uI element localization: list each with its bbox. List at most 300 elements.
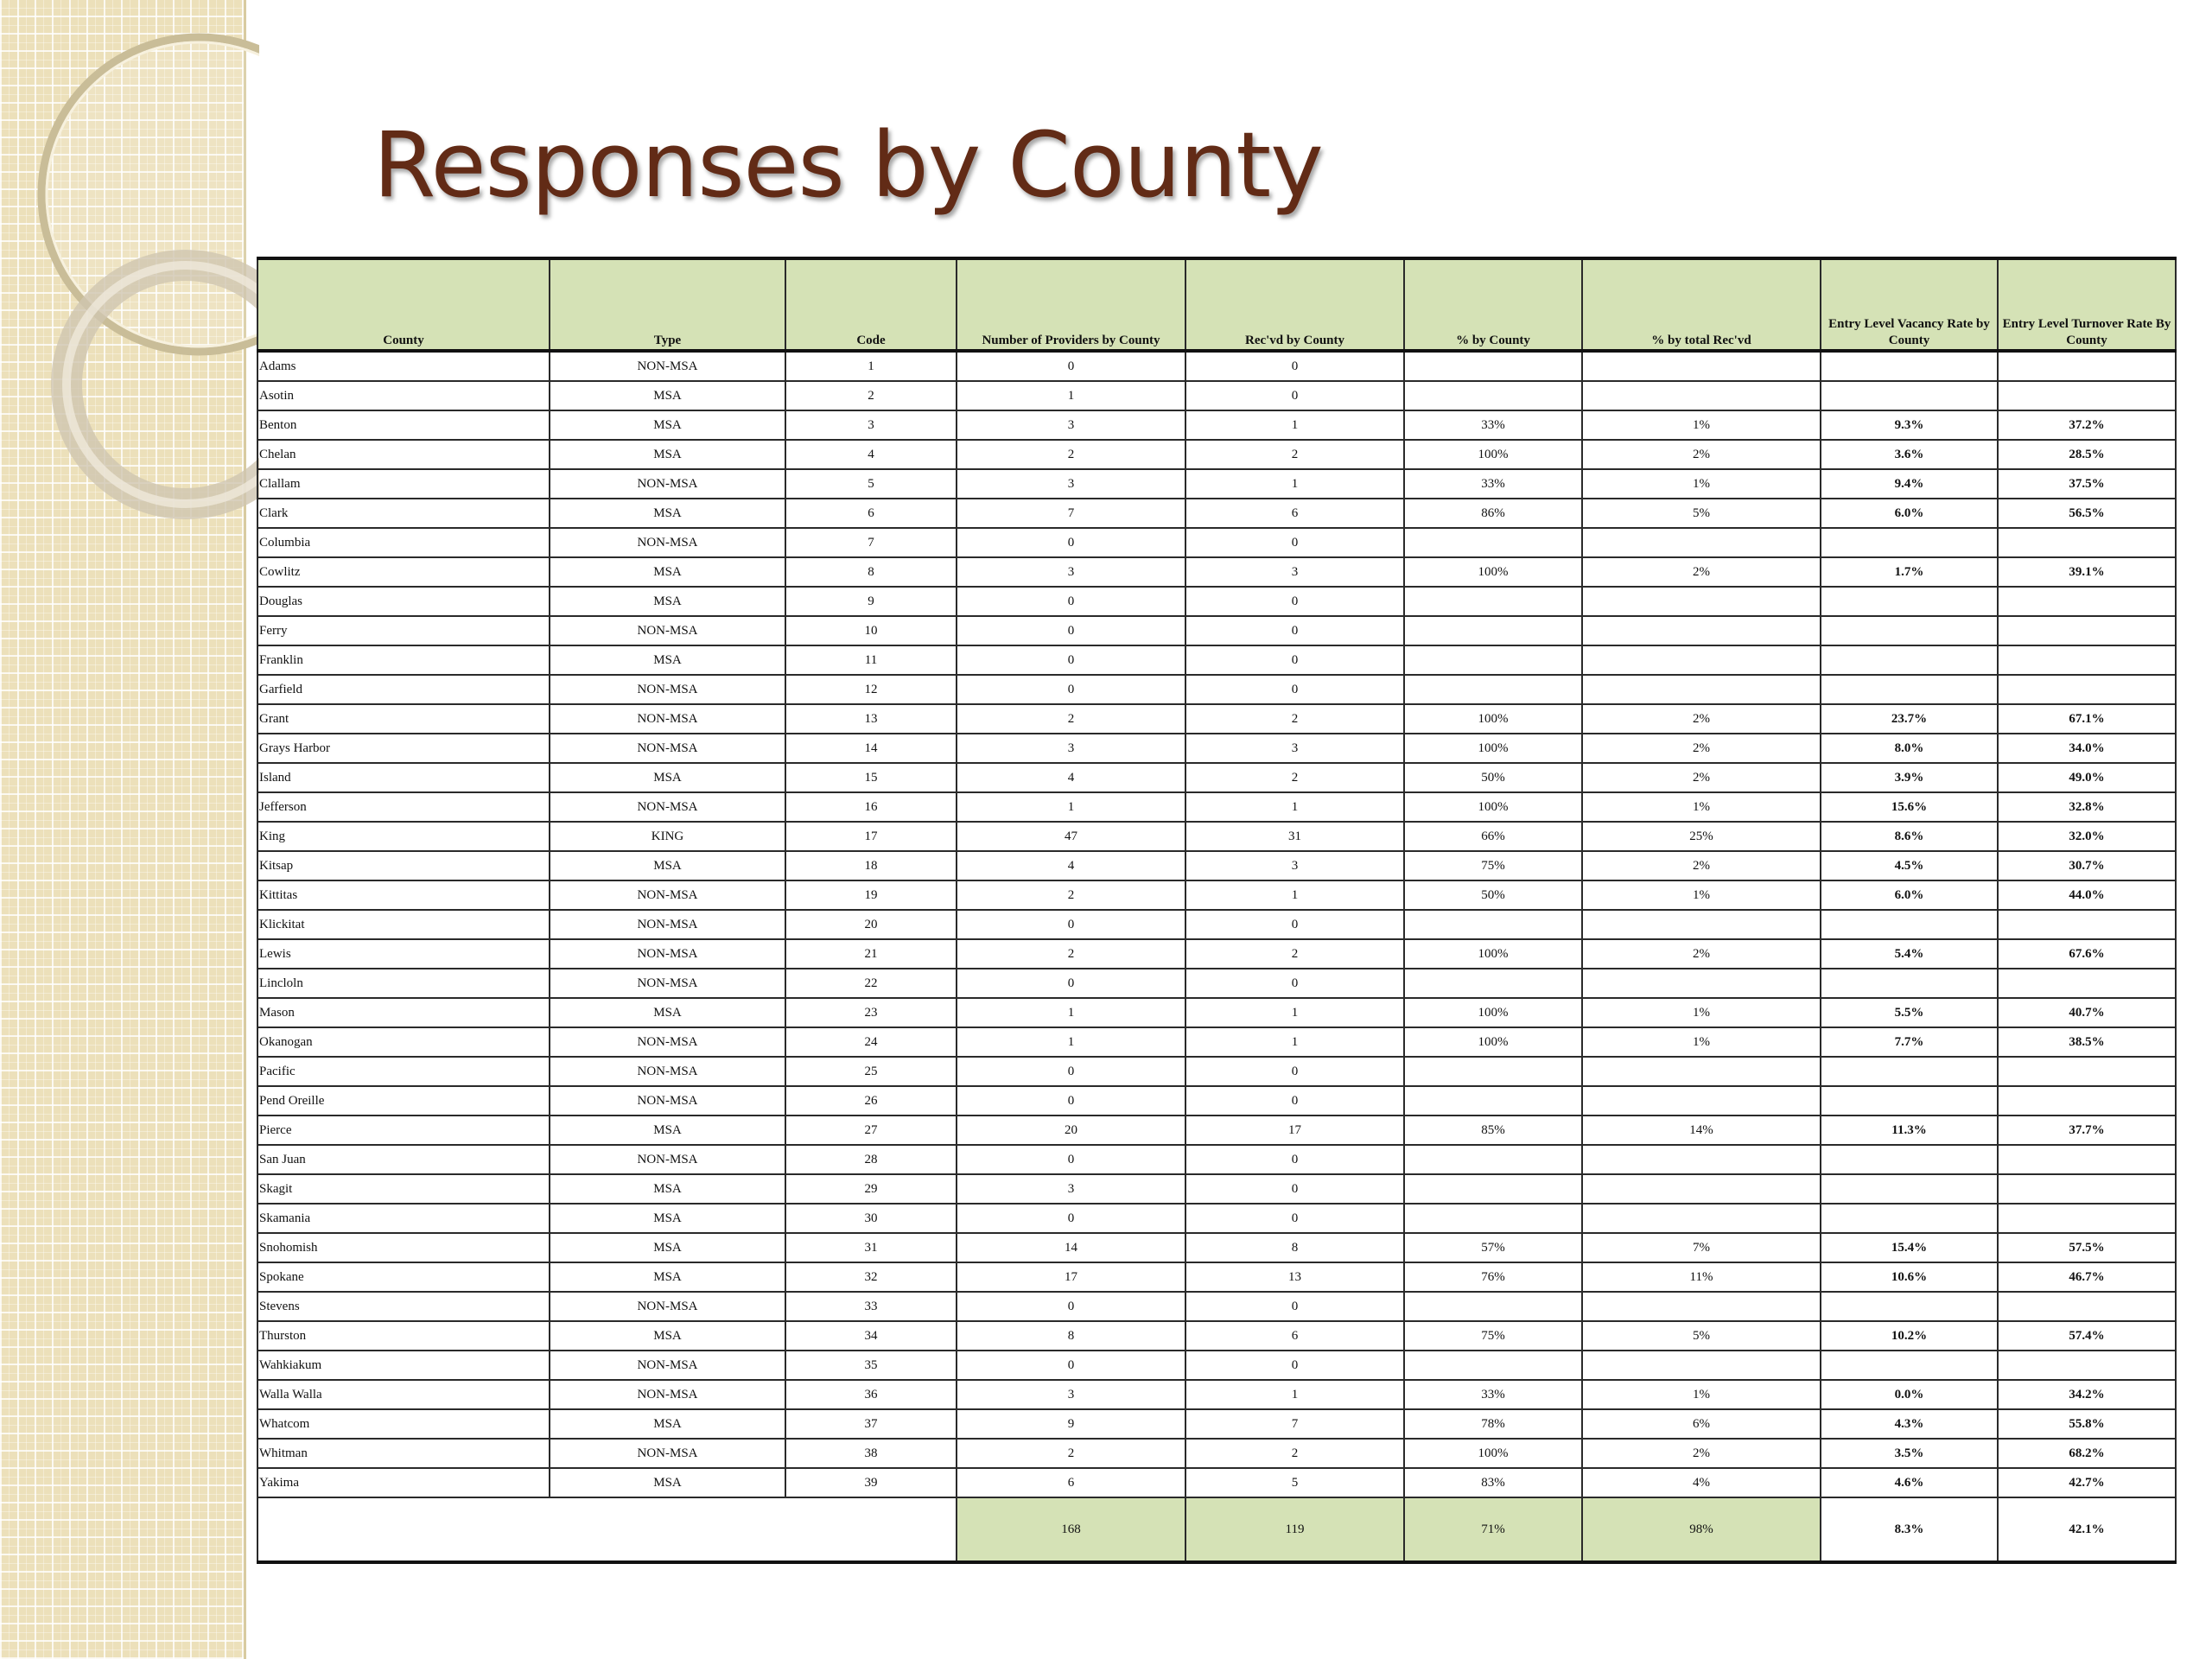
cell-providers: 0 (957, 969, 1185, 998)
cell-pct-by-county (1404, 969, 1582, 998)
cell-pct-by-county: 83% (1404, 1468, 1582, 1497)
cell-county: Douglas (257, 587, 550, 616)
cell-code: 22 (785, 969, 957, 998)
cell-providers: 14 (957, 1233, 1185, 1262)
cell-turnover-rate (1998, 351, 2176, 381)
cell-vacancy-rate: 3.6% (1821, 440, 1998, 469)
cell-received: 0 (1185, 1057, 1404, 1086)
cell-code: 1 (785, 351, 957, 381)
cell-pct-by-total: 2% (1582, 939, 1821, 969)
cell-vacancy-rate: 15.6% (1821, 792, 1998, 822)
cell-turnover-rate: 57.5% (1998, 1233, 2176, 1262)
cell-code: 26 (785, 1086, 957, 1116)
cell-county: Clallam (257, 469, 550, 499)
table-row (257, 528, 2176, 557)
cell-providers: 0 (957, 1292, 1185, 1321)
table-row (257, 675, 2176, 704)
cell-turnover-rate (1998, 616, 2176, 645)
cell-turnover-rate: 30.7% (1998, 851, 2176, 880)
cell-providers: 0 (957, 1204, 1185, 1233)
cell-vacancy-rate: 4.3% (1821, 1409, 1998, 1439)
cell-county: Clark (257, 499, 550, 528)
cell-county: Kitsap (257, 851, 550, 880)
cell-pct-by-county (1404, 675, 1582, 704)
cell-pct-by-total: 2% (1582, 851, 1821, 880)
cell-providers: 8 (957, 1321, 1185, 1351)
cell-pct-by-county (1404, 1204, 1582, 1233)
table-row (257, 469, 2176, 499)
cell-providers: 0 (957, 1086, 1185, 1116)
cell-code: 6 (785, 499, 957, 528)
cell-pct-by-total: 25% (1582, 822, 1821, 851)
cell-received: 3 (1185, 734, 1404, 763)
cell-code: 16 (785, 792, 957, 822)
cell-received: 0 (1185, 1145, 1404, 1174)
cell-county: Whitman (257, 1439, 550, 1468)
totals-row (257, 1497, 2176, 1562)
total-received: 119 (1185, 1497, 1404, 1562)
table-row (257, 410, 2176, 440)
cell-code: 36 (785, 1380, 957, 1409)
cell-pct-by-total: 11% (1582, 1262, 1821, 1292)
cell-pct-by-total (1582, 1174, 1821, 1204)
cell-providers: 2 (957, 880, 1185, 910)
cell-county: Grant (257, 704, 550, 734)
cell-received: 1 (1185, 1380, 1404, 1409)
cell-pct-by-county: 100% (1404, 734, 1582, 763)
cell-pct-by-county: 75% (1404, 851, 1582, 880)
cell-county: Mason (257, 998, 550, 1027)
cell-providers: 0 (957, 1057, 1185, 1086)
cell-code: 35 (785, 1351, 957, 1380)
cell-code: 2 (785, 381, 957, 410)
cell-pct-by-total (1582, 1057, 1821, 1086)
cell-code: 32 (785, 1262, 957, 1292)
cell-received: 1 (1185, 792, 1404, 822)
cell-pct-by-total: 2% (1582, 734, 1821, 763)
cell-turnover-rate (1998, 1292, 2176, 1321)
cell-vacancy-rate: 8.6% (1821, 822, 1998, 851)
cell-type: MSA (550, 1116, 785, 1145)
cell-turnover-rate: 57.4% (1998, 1321, 2176, 1351)
cell-type: NON-MSA (550, 351, 785, 381)
cell-turnover-rate (1998, 910, 2176, 939)
cell-received: 0 (1185, 587, 1404, 616)
cell-type: MSA (550, 763, 785, 792)
cell-county: Stevens (257, 1292, 550, 1321)
cell-pct-by-county: 100% (1404, 557, 1582, 587)
table-row (257, 1292, 2176, 1321)
cell-received: 0 (1185, 528, 1404, 557)
cell-type: NON-MSA (550, 1351, 785, 1380)
cell-received: 1 (1185, 469, 1404, 499)
cell-pct-by-total (1582, 1145, 1821, 1174)
cell-pct-by-county: 100% (1404, 1027, 1582, 1057)
cell-received: 2 (1185, 763, 1404, 792)
cell-received: 1 (1185, 880, 1404, 910)
cell-turnover-rate (1998, 645, 2176, 675)
cell-turnover-rate: 44.0% (1998, 880, 2176, 910)
cell-county: Whatcom (257, 1409, 550, 1439)
cell-county: Snohomish (257, 1233, 550, 1262)
cell-type: NON-MSA (550, 1057, 785, 1086)
cell-providers: 2 (957, 939, 1185, 969)
cell-pct-by-county (1404, 381, 1582, 410)
cell-providers: 2 (957, 440, 1185, 469)
cell-turnover-rate: 56.5% (1998, 499, 2176, 528)
total-pct-by-county: 71% (1404, 1497, 1582, 1562)
table-row (257, 587, 2176, 616)
cell-pct-by-county: 33% (1404, 410, 1582, 440)
cell-pct-by-total: 4% (1582, 1468, 1821, 1497)
cell-type: MSA (550, 1204, 785, 1233)
cell-received: 1 (1185, 1027, 1404, 1057)
cell-providers: 0 (957, 616, 1185, 645)
cell-county: Pierce (257, 1116, 550, 1145)
cell-pct-by-county: 100% (1404, 1439, 1582, 1468)
cell-pct-by-county: 57% (1404, 1233, 1582, 1262)
cell-vacancy-rate: 6.0% (1821, 880, 1998, 910)
cell-type: NON-MSA (550, 1086, 785, 1116)
header-turnover-rate: Entry Level Turnover Rate By County (1998, 258, 2176, 351)
cell-pct-by-total (1582, 675, 1821, 704)
cell-turnover-rate: 37.2% (1998, 410, 2176, 440)
cell-county: Benton (257, 410, 550, 440)
cell-county: Cowlitz (257, 557, 550, 587)
table-row (257, 1174, 2176, 1204)
cell-type: NON-MSA (550, 939, 785, 969)
cell-county: Adams (257, 351, 550, 381)
cell-turnover-rate: 37.5% (1998, 469, 2176, 499)
header-pct-by-total: % by total Rec'vd (1582, 258, 1821, 351)
cell-turnover-rate: 67.6% (1998, 939, 2176, 969)
cell-received: 2 (1185, 1439, 1404, 1468)
cell-county: Pend Oreille (257, 1086, 550, 1116)
cell-received: 17 (1185, 1116, 1404, 1145)
cell-turnover-rate (1998, 1174, 2176, 1204)
cell-received: 0 (1185, 351, 1404, 381)
cell-received: 3 (1185, 557, 1404, 587)
table-row (257, 763, 2176, 792)
cell-county: Ferry (257, 616, 550, 645)
cell-vacancy-rate: 23.7% (1821, 704, 1998, 734)
cell-pct-by-county: 50% (1404, 880, 1582, 910)
cell-pct-by-county: 76% (1404, 1262, 1582, 1292)
cell-vacancy-rate: 3.5% (1821, 1439, 1998, 1468)
large-ring (41, 37, 259, 352)
cell-code: 30 (785, 1204, 957, 1233)
table-row (257, 880, 2176, 910)
cell-pct-by-total (1582, 351, 1821, 381)
cell-pct-by-total (1582, 645, 1821, 675)
cell-providers: 9 (957, 1409, 1185, 1439)
cell-received: 6 (1185, 499, 1404, 528)
cell-code: 29 (785, 1174, 957, 1204)
cell-type: NON-MSA (550, 616, 785, 645)
cell-providers: 0 (957, 675, 1185, 704)
cell-pct-by-county (1404, 528, 1582, 557)
cell-vacancy-rate: 10.2% (1821, 1321, 1998, 1351)
cell-providers: 2 (957, 704, 1185, 734)
cell-code: 9 (785, 587, 957, 616)
cell-pct-by-total: 1% (1582, 1380, 1821, 1409)
table-body (257, 351, 2176, 1497)
cell-providers: 0 (957, 1351, 1185, 1380)
cell-providers: 3 (957, 410, 1185, 440)
cell-received: 1 (1185, 998, 1404, 1027)
decorative-rings (0, 0, 259, 553)
cell-pct-by-county: 100% (1404, 792, 1582, 822)
cell-code: 13 (785, 704, 957, 734)
cell-type: MSA (550, 851, 785, 880)
cell-turnover-rate (1998, 1145, 2176, 1174)
cell-turnover-rate (1998, 587, 2176, 616)
cell-turnover-rate: 68.2% (1998, 1439, 2176, 1468)
cell-type: MSA (550, 1233, 785, 1262)
cell-county: Wahkiakum (257, 1351, 550, 1380)
cell-code: 18 (785, 851, 957, 880)
cell-providers: 0 (957, 351, 1185, 381)
cell-pct-by-county: 100% (1404, 704, 1582, 734)
cell-providers: 3 (957, 1380, 1185, 1409)
cell-county: Asotin (257, 381, 550, 410)
cell-turnover-rate (1998, 528, 2176, 557)
table-row (257, 1057, 2176, 1086)
cell-providers: 4 (957, 763, 1185, 792)
cell-received: 0 (1185, 381, 1404, 410)
cell-type: NON-MSA (550, 1027, 785, 1057)
cell-code: 8 (785, 557, 957, 587)
table-row (257, 969, 2176, 998)
cell-pct-by-county (1404, 351, 1582, 381)
cell-type: KING (550, 822, 785, 851)
cell-vacancy-rate: 5.4% (1821, 939, 1998, 969)
cell-county: Thurston (257, 1321, 550, 1351)
cell-received: 0 (1185, 1086, 1404, 1116)
cell-turnover-rate: 67.1% (1998, 704, 2176, 734)
cell-pct-by-total: 2% (1582, 704, 1821, 734)
cell-pct-by-total: 5% (1582, 1321, 1821, 1351)
cell-pct-by-county (1404, 1351, 1582, 1380)
cell-type: NON-MSA (550, 1439, 785, 1468)
cell-received: 0 (1185, 1174, 1404, 1204)
header-code: Code (785, 258, 957, 351)
cell-vacancy-rate: 9.4% (1821, 469, 1998, 499)
table-row (257, 1116, 2176, 1145)
cell-vacancy-rate (1821, 1174, 1998, 1204)
cell-vacancy-rate (1821, 1145, 1998, 1174)
cell-code: 27 (785, 1116, 957, 1145)
cell-pct-by-total: 1% (1582, 792, 1821, 822)
cell-pct-by-county: 50% (1404, 763, 1582, 792)
cell-type: NON-MSA (550, 1292, 785, 1321)
cell-pct-by-county: 100% (1404, 998, 1582, 1027)
cell-county: Garfield (257, 675, 550, 704)
cell-vacancy-rate (1821, 587, 1998, 616)
cell-vacancy-rate (1821, 969, 1998, 998)
cell-pct-by-county: 86% (1404, 499, 1582, 528)
cell-county: Columbia (257, 528, 550, 557)
cell-pct-by-county: 33% (1404, 1380, 1582, 1409)
cell-pct-by-county: 100% (1404, 939, 1582, 969)
cell-received: 2 (1185, 440, 1404, 469)
cell-received: 6 (1185, 1321, 1404, 1351)
table-row (257, 939, 2176, 969)
cell-providers: 0 (957, 645, 1185, 675)
header-providers: Number of Providers by County (957, 258, 1185, 351)
cell-providers: 2 (957, 1439, 1185, 1468)
cell-county: Spokane (257, 1262, 550, 1292)
table-row (257, 1409, 2176, 1439)
cell-pct-by-county (1404, 910, 1582, 939)
cell-code: 3 (785, 410, 957, 440)
cell-county: Kittitas (257, 880, 550, 910)
cell-received: 31 (1185, 822, 1404, 851)
cell-code: 25 (785, 1057, 957, 1086)
cell-code: 21 (785, 939, 957, 969)
cell-county: Walla Walla (257, 1380, 550, 1409)
cell-vacancy-rate (1821, 381, 1998, 410)
cell-type: MSA (550, 1321, 785, 1351)
cell-type: NON-MSA (550, 675, 785, 704)
header-county: County (257, 258, 550, 351)
cell-providers: 3 (957, 557, 1185, 587)
cell-county: King (257, 822, 550, 851)
cell-code: 11 (785, 645, 957, 675)
cell-pct-by-total: 1% (1582, 410, 1821, 440)
cell-vacancy-rate (1821, 528, 1998, 557)
cell-code: 5 (785, 469, 957, 499)
responses-table (257, 257, 2177, 1564)
cell-pct-by-county (1404, 1292, 1582, 1321)
cell-code: 19 (785, 880, 957, 910)
cell-providers: 7 (957, 499, 1185, 528)
cell-turnover-rate (1998, 969, 2176, 998)
cell-pct-by-total: 6% (1582, 1409, 1821, 1439)
cell-code: 24 (785, 1027, 957, 1057)
cell-pct-by-total: 5% (1582, 499, 1821, 528)
cell-type: MSA (550, 410, 785, 440)
cell-pct-by-total (1582, 1351, 1821, 1380)
cell-pct-by-total: 2% (1582, 763, 1821, 792)
cell-county: Jefferson (257, 792, 550, 822)
table-row (257, 910, 2176, 939)
cell-vacancy-rate (1821, 1351, 1998, 1380)
cell-pct-by-total: 1% (1582, 1027, 1821, 1057)
cell-type: MSA (550, 645, 785, 675)
cell-turnover-rate (1998, 1204, 2176, 1233)
cell-providers: 1 (957, 792, 1185, 822)
total-pct-by-total: 98% (1582, 1497, 1821, 1562)
table-row (257, 440, 2176, 469)
cell-turnover-rate: 32.8% (1998, 792, 2176, 822)
cell-turnover-rate: 34.2% (1998, 1380, 2176, 1409)
decorative-side-panel (0, 0, 246, 1659)
cell-providers: 3 (957, 1174, 1185, 1204)
cell-type: MSA (550, 557, 785, 587)
cell-providers: 0 (957, 587, 1185, 616)
header-row (257, 258, 2176, 351)
cell-providers: 6 (957, 1468, 1185, 1497)
cell-providers: 1 (957, 381, 1185, 410)
table-row (257, 645, 2176, 675)
cell-turnover-rate (1998, 1057, 2176, 1086)
cell-pct-by-total: 1% (1582, 880, 1821, 910)
table-row (257, 351, 2176, 381)
cell-turnover-rate: 38.5% (1998, 1027, 2176, 1057)
table-row (257, 616, 2176, 645)
cell-vacancy-rate (1821, 1204, 1998, 1233)
table-row (257, 1027, 2176, 1057)
cell-providers: 3 (957, 734, 1185, 763)
cell-code: 14 (785, 734, 957, 763)
cell-pct-by-county (1404, 1057, 1582, 1086)
cell-type: MSA (550, 381, 785, 410)
cell-type: MSA (550, 440, 785, 469)
cell-received: 0 (1185, 1204, 1404, 1233)
cell-providers: 17 (957, 1262, 1185, 1292)
table-row (257, 1468, 2176, 1497)
cell-received: 0 (1185, 1351, 1404, 1380)
cell-code: 23 (785, 998, 957, 1027)
table-row (257, 704, 2176, 734)
cell-code: 31 (785, 1233, 957, 1262)
cell-pct-by-county: 33% (1404, 469, 1582, 499)
cell-vacancy-rate: 9.3% (1821, 410, 1998, 440)
cell-vacancy-rate: 4.5% (1821, 851, 1998, 880)
cell-code: 37 (785, 1409, 957, 1439)
cell-received: 0 (1185, 910, 1404, 939)
table-row (257, 998, 2176, 1027)
cell-type: NON-MSA (550, 528, 785, 557)
cell-turnover-rate: 37.7% (1998, 1116, 2176, 1145)
cell-type: NON-MSA (550, 1145, 785, 1174)
cell-received: 2 (1185, 704, 1404, 734)
cell-received: 2 (1185, 939, 1404, 969)
cell-pct-by-total (1582, 1086, 1821, 1116)
cell-pct-by-county (1404, 1145, 1582, 1174)
cell-code: 34 (785, 1321, 957, 1351)
cell-vacancy-rate (1821, 1292, 1998, 1321)
cell-pct-by-total (1582, 381, 1821, 410)
table-row (257, 1086, 2176, 1116)
header-received: Rec'vd by County (1185, 258, 1404, 351)
cell-vacancy-rate: 7.7% (1821, 1027, 1998, 1057)
cell-providers: 4 (957, 851, 1185, 880)
cell-pct-by-total (1582, 1292, 1821, 1321)
cell-type: MSA (550, 1262, 785, 1292)
cell-providers: 0 (957, 528, 1185, 557)
cell-county: Skagit (257, 1174, 550, 1204)
cell-pct-by-total: 14% (1582, 1116, 1821, 1145)
table-row (257, 1351, 2176, 1380)
cell-pct-by-county: 66% (1404, 822, 1582, 851)
cell-pct-by-county: 75% (1404, 1321, 1582, 1351)
cell-type: MSA (550, 1409, 785, 1439)
cell-vacancy-rate (1821, 675, 1998, 704)
cell-received: 0 (1185, 616, 1404, 645)
cell-pct-by-total: 1% (1582, 469, 1821, 499)
cell-turnover-rate: 34.0% (1998, 734, 2176, 763)
cell-type: NON-MSA (550, 1380, 785, 1409)
cell-providers: 1 (957, 998, 1185, 1027)
cell-pct-by-county: 100% (1404, 440, 1582, 469)
cell-providers: 20 (957, 1116, 1185, 1145)
cell-turnover-rate: 28.5% (1998, 440, 2176, 469)
cell-code: 28 (785, 1145, 957, 1174)
cell-pct-by-total (1582, 1204, 1821, 1233)
cell-pct-by-county: 78% (1404, 1409, 1582, 1439)
